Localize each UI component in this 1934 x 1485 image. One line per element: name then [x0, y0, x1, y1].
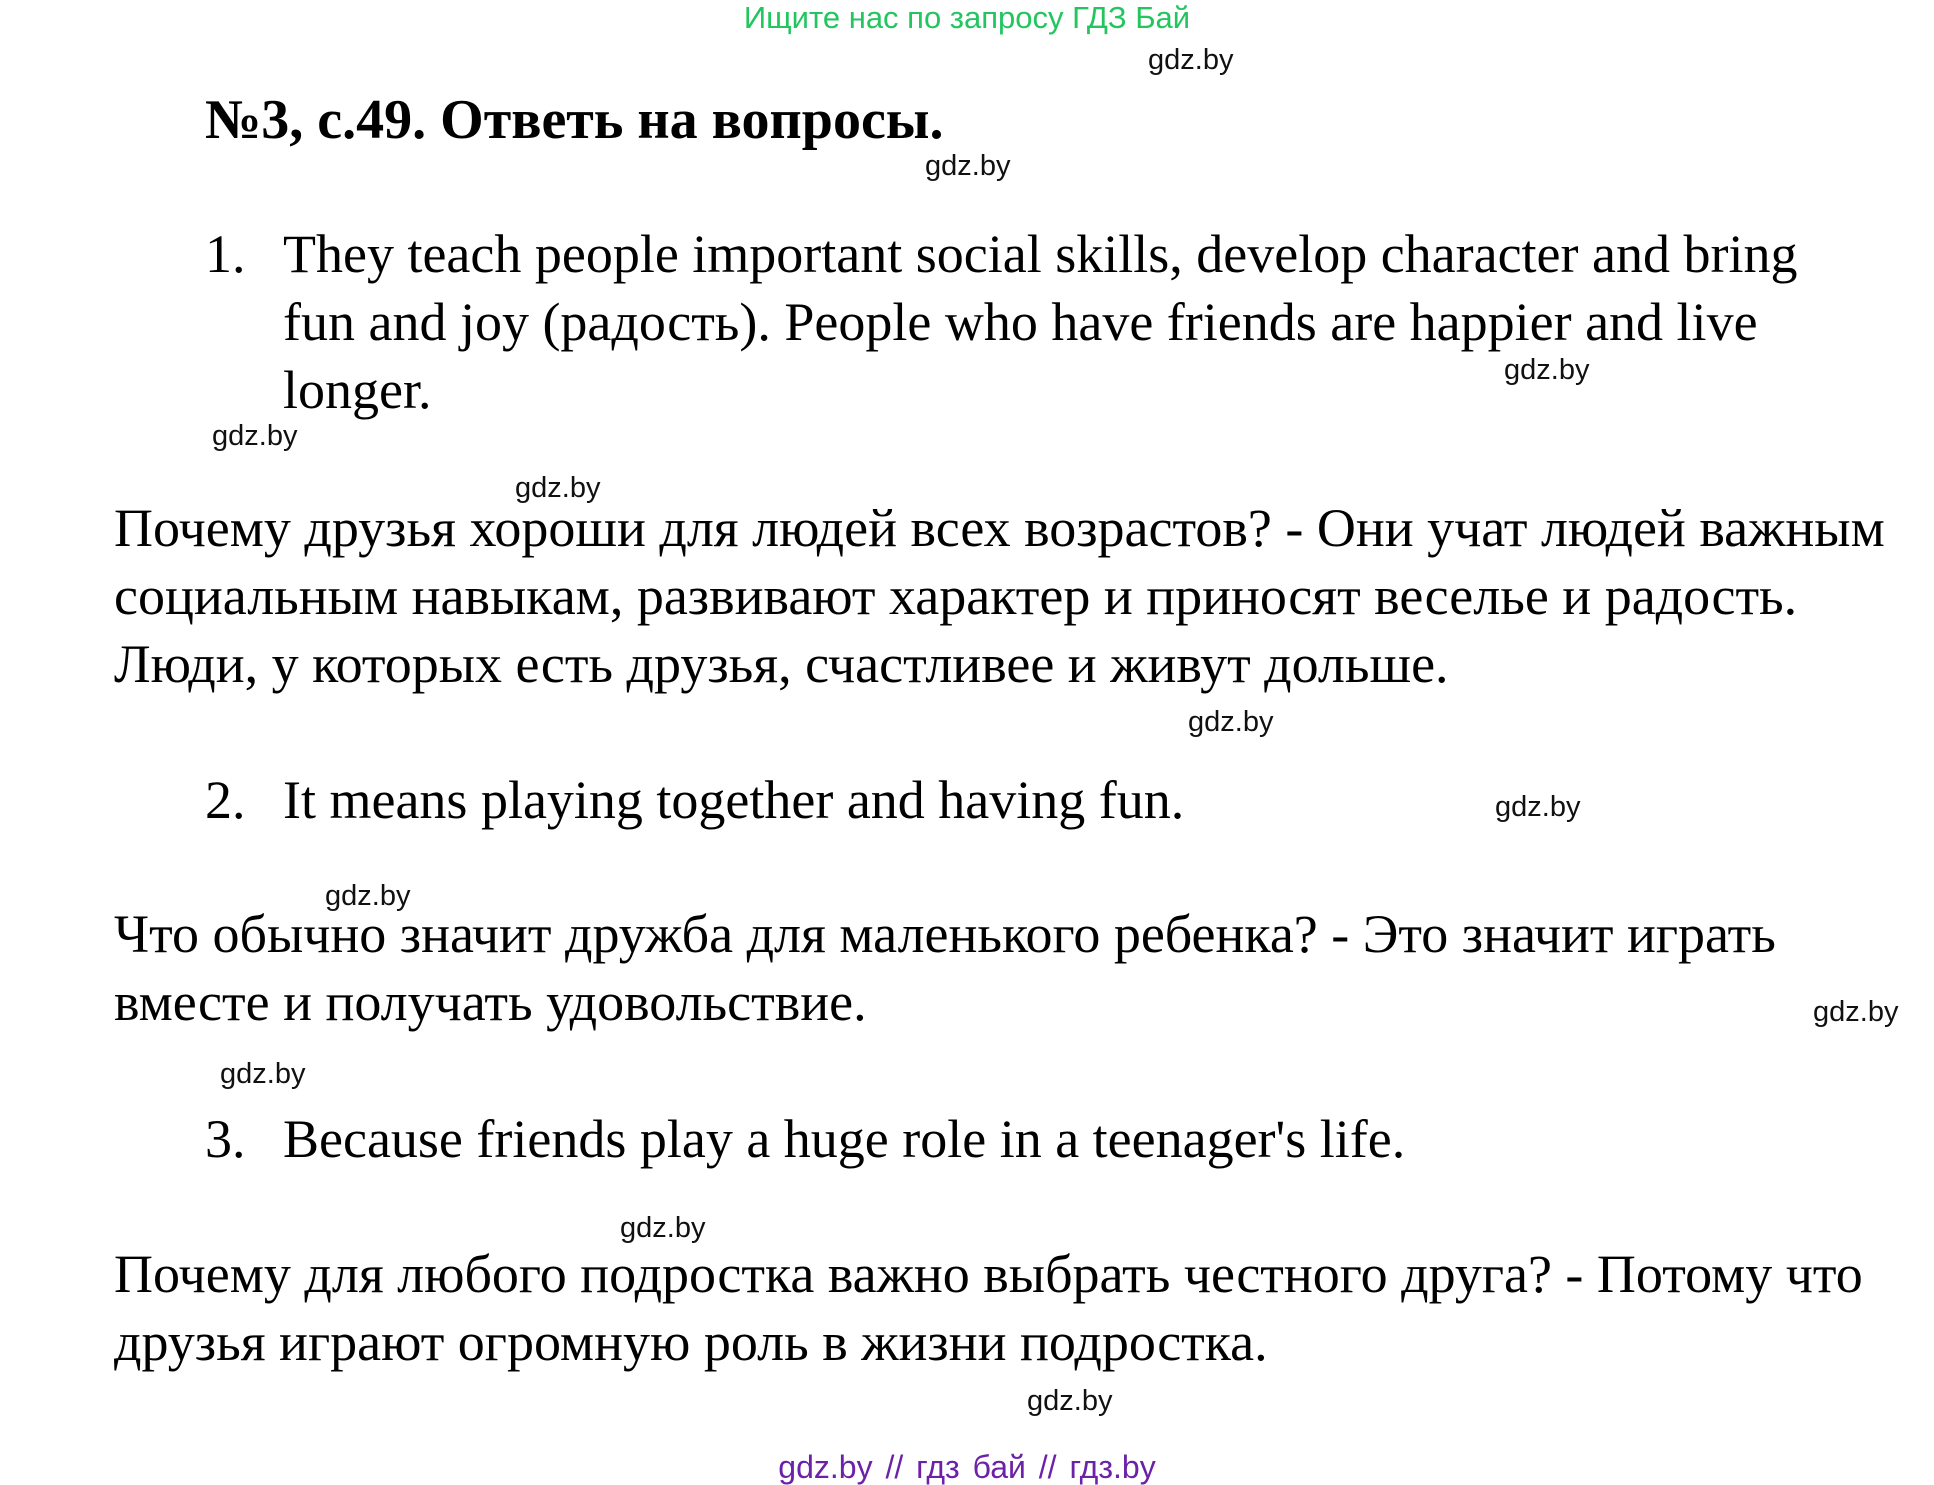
item-number: 3. — [205, 1109, 246, 1169]
page-title: №3, с.49. Ответь на вопросы. — [205, 89, 944, 151]
answer-text: Because friends play a huge role in a teenager's life. — [283, 1109, 1406, 1169]
footer-watermark: gdz.by // гдз бай // гдз.by — [778, 1449, 1156, 1485]
search-banner: Ищите нас по запросу ГДЗ Бай — [743, 0, 1191, 35]
answer-item-2 — [205, 766, 1843, 834]
watermark: gdz.by — [1504, 354, 1590, 386]
watermark: gdz.by — [1027, 1385, 1113, 1417]
answer-item-1 — [205, 220, 1843, 424]
translation-3: Почему для любого подростка важно выбрать честного друга? - Потому что друзья играют огромную роль в жизни подростка. — [114, 1244, 1863, 1372]
item-number: 2. — [205, 770, 246, 830]
watermark: gdz.by — [925, 150, 1011, 182]
watermark: gdz.by — [515, 472, 601, 504]
watermark: gdz.by — [1495, 791, 1581, 823]
translation-1: Почему друзья хороши для людей всех возрастов? - Они учат людей важным социальным навыкам, развивают характер и приносят веселье и радость. Люди, у которых есть друзья, счастливее и живут дольше. — [114, 498, 1885, 694]
answer-text: They teach people important social skills, develop character and bring fun and joy (радость). People who have friends are happier and live longer. — [283, 224, 1798, 420]
watermark: gdz.by — [325, 880, 411, 912]
watermark: gdz.by — [1148, 44, 1234, 76]
translation-2: Что обычно значит дружба для маленького ребенка? - Это значит играть вместе и получать удовольствие. — [114, 904, 1776, 1032]
answer-text: It means playing together and having fun. — [283, 770, 1185, 830]
item-number: 1. — [205, 224, 246, 284]
watermark: gdz.by — [212, 420, 298, 452]
watermark: gdz.by — [1813, 996, 1899, 1028]
watermark: gdz.by — [620, 1212, 706, 1244]
watermark: gdz.by — [220, 1058, 306, 1090]
watermark: gdz.by — [1188, 706, 1274, 738]
answer-item-3 — [205, 1105, 1843, 1173]
